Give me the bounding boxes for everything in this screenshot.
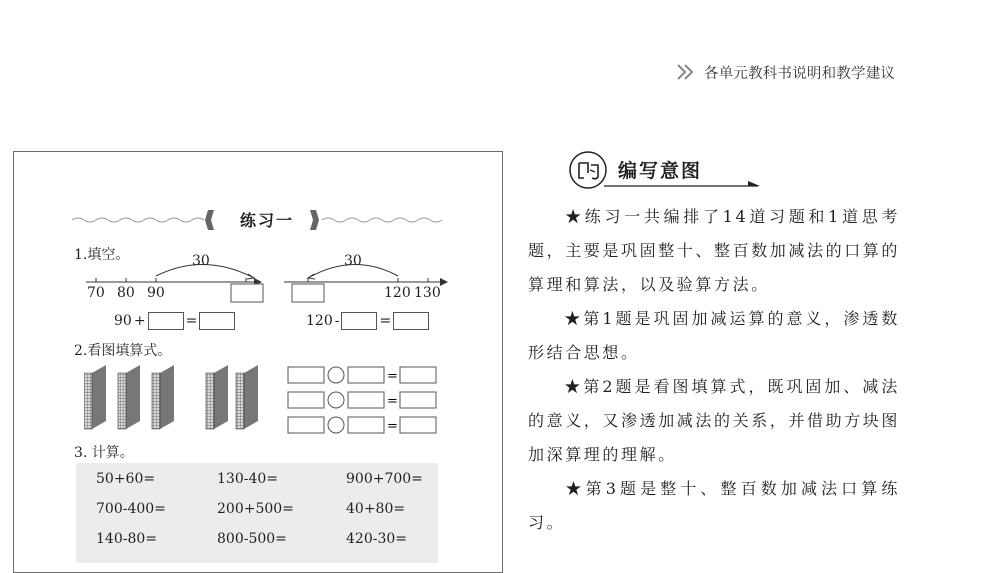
paragraph: ★练习一共编排了14道习题和1道思考题，主要是巩固整十、整百数加减法的口算的算理和算法，以及验算方法。 (528, 207, 901, 294)
hundred-block (84, 365, 106, 429)
paragraph: ★第2题是看图填算式，既巩固加、减法的意义，又渗透加减法的关系，并借助方块图加深算理的理解。 (528, 377, 901, 464)
calc-item: 800-500= (217, 531, 287, 547)
equals-sign: = (387, 394, 398, 409)
running-header (676, 61, 895, 83)
double-chevron-right-icon (676, 64, 700, 80)
operand: 120 (306, 313, 333, 329)
calc-item: 420-30= (346, 531, 407, 547)
tick-label: 90 (147, 285, 165, 301)
operator: - (334, 313, 340, 329)
exercise-title: 练习一 (239, 211, 294, 230)
equals-sign: = (185, 313, 198, 329)
operand: 90 (114, 313, 132, 329)
section-title: 编写意图 (618, 160, 703, 182)
tick-label: 120 (384, 285, 411, 301)
header-text: 各单元教科书说明和教学建议 (704, 65, 896, 82)
paragraph: ★第1题是巩固加减运算的意义，渗透数形结合思想。 (528, 309, 900, 362)
question-2-label: 2.看图填算式。 (74, 343, 172, 359)
paragraph: ★第3题是整十、整百数加减法口算练习。 (528, 479, 900, 532)
calc-item: 900+700= (346, 471, 423, 487)
calc-item: 50+60= (96, 471, 156, 487)
section-heading (568, 150, 748, 190)
answer-box[interactable] (199, 312, 235, 330)
tick-label: 70 (87, 285, 105, 301)
equals-sign: = (387, 369, 398, 384)
calc-item: 200+500= (217, 501, 294, 517)
equation-row (288, 367, 436, 433)
textbook-figure (13, 151, 503, 573)
operator: + (133, 313, 146, 329)
calc-item: 130-40= (217, 471, 278, 487)
hundred-block (206, 365, 228, 429)
calc-item: 700-400= (96, 501, 166, 517)
block-picture-and-equations (84, 365, 444, 437)
tick-label: 80 (117, 285, 135, 301)
answer-box[interactable] (393, 312, 429, 330)
calc-item: 40+80= (346, 501, 406, 517)
calculation-grid (76, 463, 438, 563)
hundred-block (152, 365, 174, 429)
equation-1 (114, 312, 235, 330)
jump-label-1: 30 (192, 253, 210, 269)
hundred-block (236, 365, 258, 429)
question-1-label: 1.填空。 (74, 247, 130, 263)
question-3-label: 3. 计算。 (74, 445, 134, 461)
answer-box[interactable] (148, 312, 184, 330)
equation-2 (306, 312, 429, 330)
hundred-block (118, 365, 140, 429)
equals-sign: = (387, 419, 398, 434)
equals-sign: = (379, 313, 392, 329)
calc-item: 140-80= (96, 531, 157, 547)
jump-label-2: 30 (344, 253, 362, 269)
tick-label: 130 (414, 285, 441, 301)
answer-box[interactable] (341, 312, 377, 330)
